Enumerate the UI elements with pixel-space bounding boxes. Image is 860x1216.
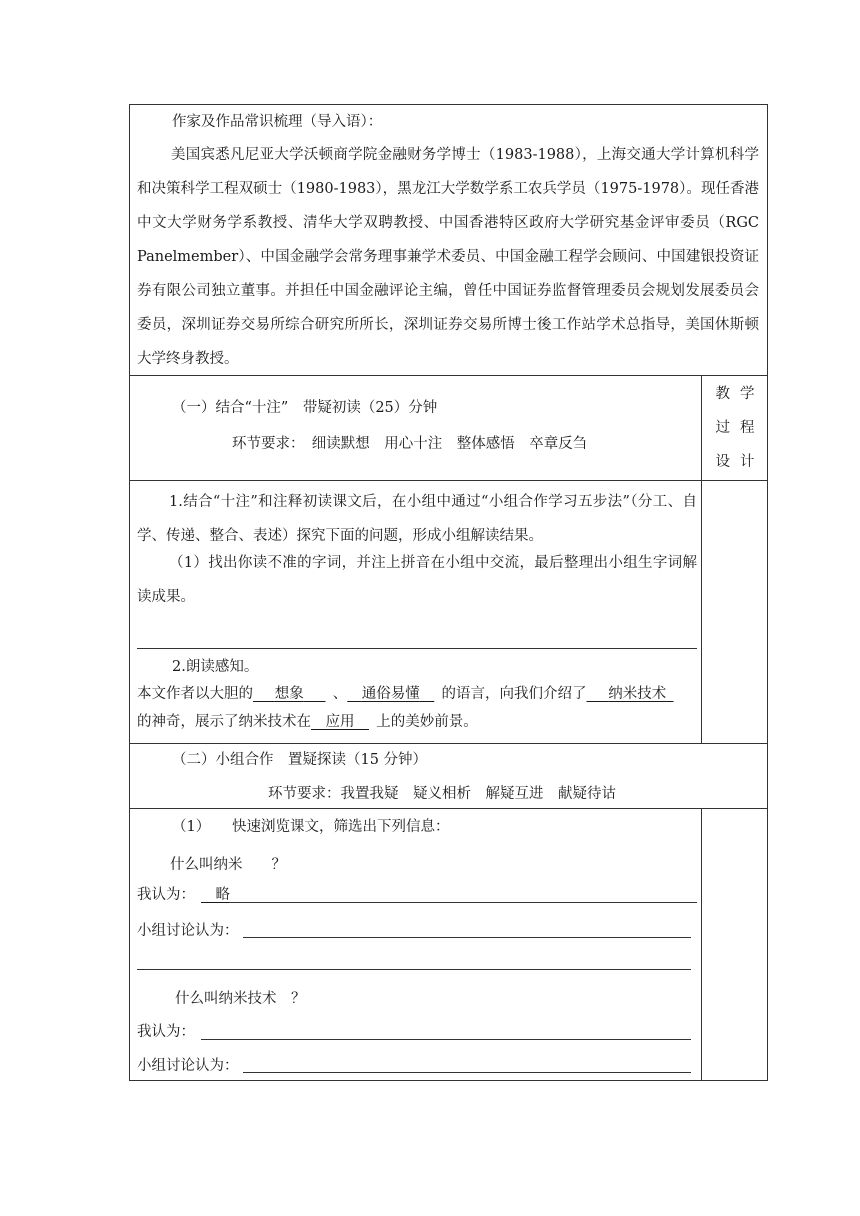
row-divider <box>129 480 768 481</box>
answer-line[interactable] <box>137 969 691 970</box>
question-what-is-nanotech: 什么叫纳米技术 ？ <box>175 991 306 1007</box>
answer-plain-language: 通俗易懂 <box>361 686 420 702</box>
my-view-label-2: 我认为： <box>137 1024 195 1040</box>
my-view-label: 我认为： <box>137 887 195 903</box>
row-divider <box>129 808 768 809</box>
answer-line[interactable] <box>243 937 691 938</box>
answer-blank <box>311 714 369 730</box>
answer-line[interactable] <box>201 1039 691 1040</box>
answer-application: 应用 <box>325 714 355 730</box>
task2-line1 <box>137 684 674 704</box>
section1-title: （一）结合“十注” 带疑初读（25）分钟 <box>172 400 438 416</box>
answer-line[interactable] <box>229 902 697 903</box>
section2-title: （二）小组合作 置疑探读（15 分钟） <box>172 752 428 768</box>
task2-text: 的神奇，展示了纳米技术在 <box>137 714 311 730</box>
side-label-2: 过程 <box>715 420 765 436</box>
answer-line[interactable] <box>137 648 697 649</box>
task2-text: 上的美妙前景。 <box>376 714 478 730</box>
answer-blank <box>201 887 230 903</box>
side-label-1: 教学 <box>715 386 765 402</box>
task2-text: 的语言，向我们介绍了 <box>441 686 587 702</box>
side-label-3: 设计 <box>715 454 765 470</box>
my-view-answer <box>201 885 230 905</box>
task1-instruction: 1.结合“十注”和注释初读课文后，在小组中通过“小组合作学习五步法”（分工、自学、传递、整合、表述）探究下面的问题，形成小组解读结果。 <box>137 494 697 544</box>
intro-heading: 作家及作品常识梳理（导入语）： <box>172 114 383 130</box>
group-view-label: 小组讨论认为： <box>137 923 239 939</box>
row-divider <box>129 743 768 744</box>
answer-nanotech: 纳米技术 <box>608 686 667 702</box>
task2-text: 本文作者以大胆的 <box>137 686 253 702</box>
answer-omitted: 略 <box>215 887 230 903</box>
answer-blank <box>347 686 434 702</box>
group-view-label-2: 小组讨论认为： <box>137 1058 239 1074</box>
task2-line2 <box>137 712 478 732</box>
question-what-is-nanometer: 什么叫纳米 ？ <box>170 857 286 873</box>
task1-sub1: （1）找出你读不准的字词，并注上拼音在小组中交流，最后整理出小组生字词解读成果。 <box>137 555 697 605</box>
intro-paragraph: 美国宾悉凡尼亚大学沃顿商学院金融财务学博士（1983-1988），上海交通大学计算机科学和决策科学工程双硕士（1980-1983），黑龙江大学数学系工农兵学员（1975-1978）。现任香港中文大学财务学系教授、清华大学双聘教授、中国香港特区政府大学研究基金评审委员（RGC Panelmember）、中国金融学会常务理事兼学术委员、中国金融工程学会顾问、中国建银投资证券有限公司独立董事。并担任中国金融评论主编，曾任中国证券监督管理委员会规划发展委员会委员，深圳证券交易所综合研究所所长，深圳证券交易所博士後工作站学术总指导，美国休斯顿大学终身教授。 <box>137 147 759 367</box>
answer-blank <box>253 686 326 702</box>
answer-line[interactable] <box>243 1072 691 1073</box>
task3-sub1: （1） 快速浏览课文，筛选出下列信息： <box>172 819 450 835</box>
answer-imagination: 想象 <box>274 686 304 702</box>
task2-text: 、 <box>332 686 348 702</box>
column-divider <box>701 808 702 1081</box>
section1-requirement: 环节要求： 细读默想 用心十注 整体感悟 卒章反刍 <box>232 436 588 452</box>
answer-blank <box>587 686 674 702</box>
task2-heading: 2.朗读感知。 <box>172 659 259 675</box>
section2-requirement: 环节要求：我置我疑 疑义相析 解疑互进 献疑待诂 <box>268 786 616 802</box>
